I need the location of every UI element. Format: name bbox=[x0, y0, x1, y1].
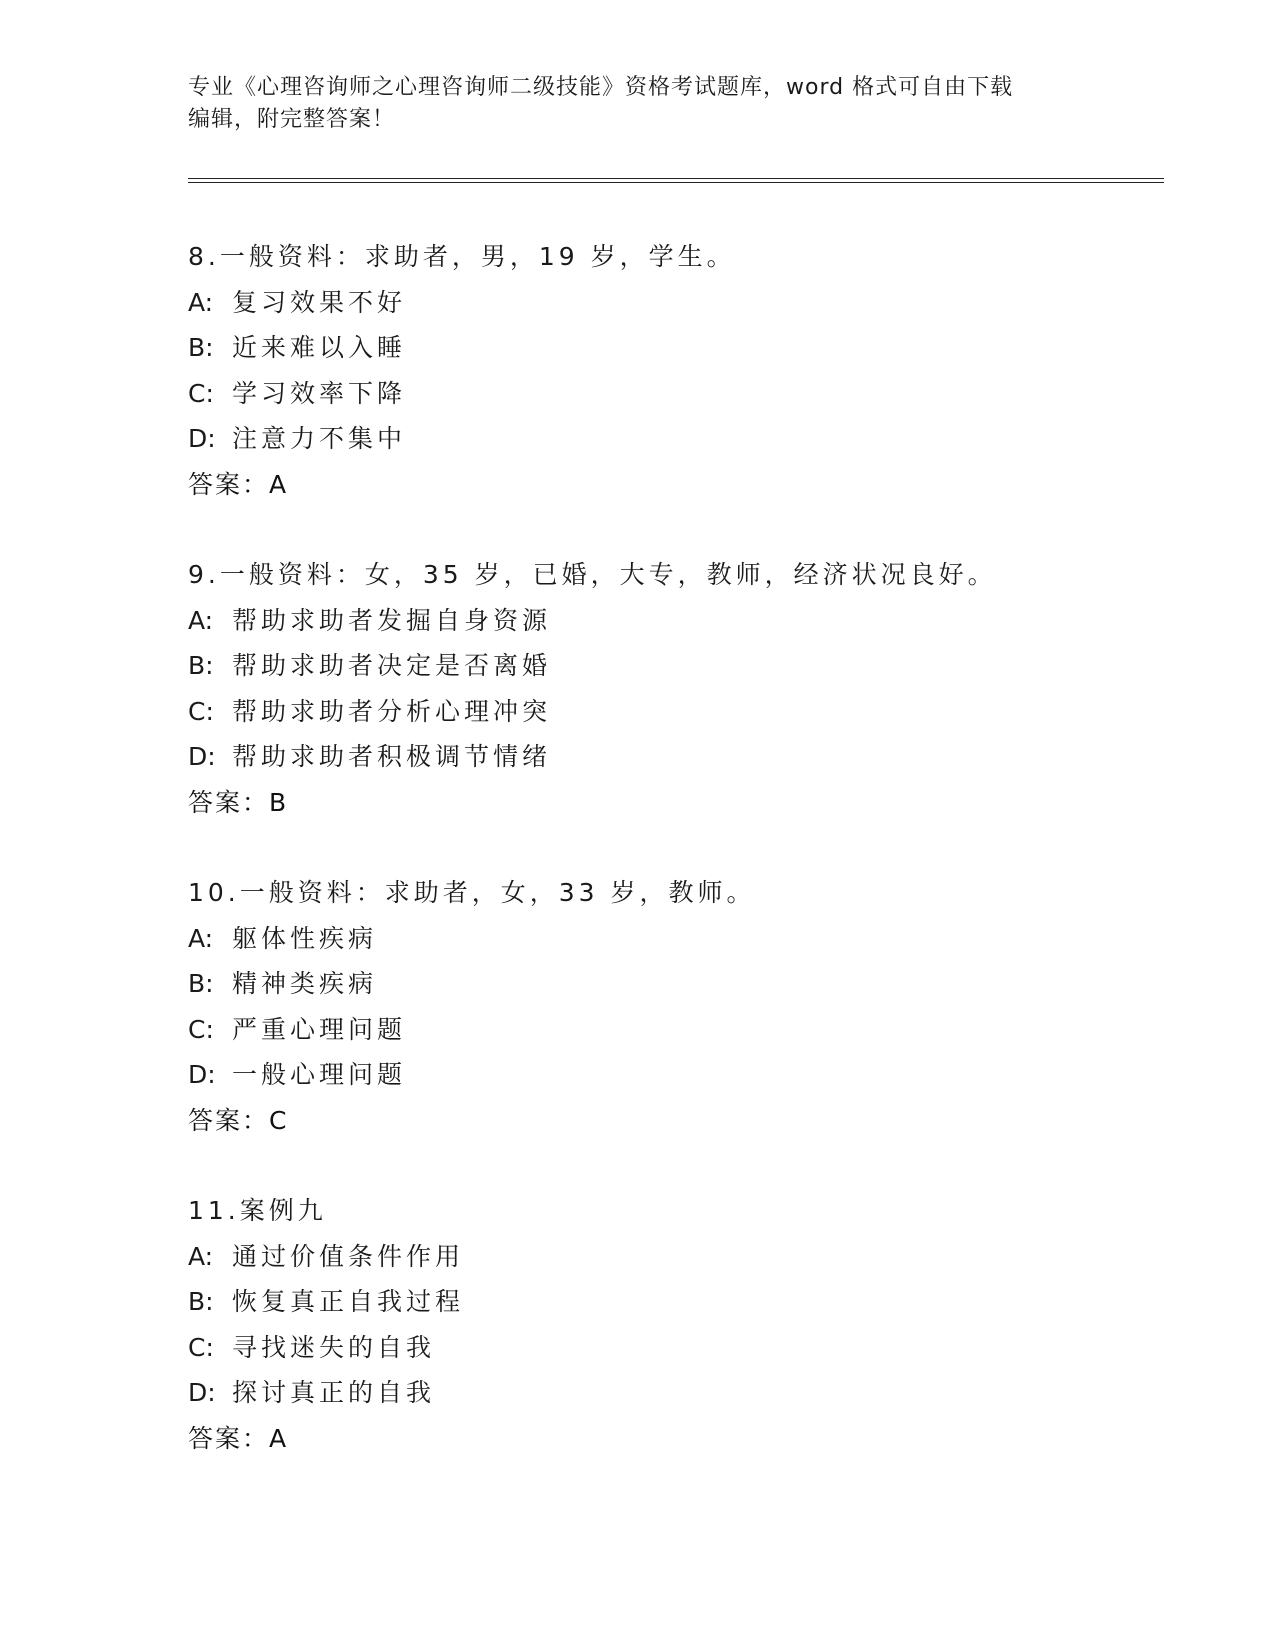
option-c bbox=[188, 1007, 1164, 1053]
option-text: 寻找迷失的自我 bbox=[232, 1332, 436, 1362]
answer-line: 答案：A bbox=[188, 1423, 289, 1453]
option-d bbox=[188, 416, 1164, 462]
option-text: 探讨真正的自我 bbox=[232, 1378, 436, 1407]
option-text: 帮助求助者发掘自身资源 bbox=[232, 605, 552, 635]
option-key: D: bbox=[188, 742, 216, 771]
question-11 bbox=[188, 1188, 1164, 1461]
option-key: C: bbox=[188, 1014, 214, 1044]
question-8 bbox=[188, 234, 1164, 507]
option-text: 严重心理问题 bbox=[232, 1014, 407, 1044]
option-a bbox=[188, 916, 1164, 962]
option-key: C: bbox=[188, 696, 214, 726]
option-key: C: bbox=[188, 1332, 214, 1362]
option-text: 学习效率下降 bbox=[232, 378, 407, 408]
option-key: A: bbox=[188, 923, 214, 953]
answer-line: 答案：A bbox=[188, 469, 289, 499]
option-b bbox=[188, 1279, 1164, 1325]
option-a bbox=[188, 598, 1164, 644]
option-text: 躯体性疾病 bbox=[232, 923, 378, 953]
option-key: B: bbox=[188, 969, 214, 998]
option-d bbox=[188, 1052, 1164, 1098]
option-key: B: bbox=[188, 651, 214, 680]
question-9 bbox=[188, 552, 1164, 825]
option-key: B: bbox=[188, 1287, 214, 1316]
question-stem: 9.一般资料：女，35 岁，已婚，大专，教师，经济状况良好。 bbox=[188, 560, 997, 589]
option-c bbox=[188, 689, 1164, 735]
question-10 bbox=[188, 870, 1164, 1143]
option-key: A: bbox=[188, 287, 214, 317]
question-stem: 11.案例九 bbox=[188, 1196, 327, 1225]
option-key: A: bbox=[188, 1241, 214, 1271]
option-key: C: bbox=[188, 378, 214, 408]
option-a bbox=[188, 280, 1164, 326]
option-c bbox=[188, 371, 1164, 417]
option-text: 通过价值条件作用 bbox=[232, 1241, 465, 1271]
option-d bbox=[188, 734, 1164, 780]
option-text: 一般心理问题 bbox=[232, 1060, 407, 1089]
option-text: 恢复真正自我过程 bbox=[232, 1287, 465, 1316]
option-key: D: bbox=[188, 424, 216, 453]
option-b bbox=[188, 325, 1164, 371]
question-stem: 10.一般资料：求助者，女，33 岁，教师。 bbox=[188, 878, 756, 907]
option-text: 复习效果不好 bbox=[232, 287, 407, 317]
option-text: 帮助求助者决定是否离婚 bbox=[232, 651, 552, 680]
option-d bbox=[188, 1370, 1164, 1416]
option-key: D: bbox=[188, 1060, 216, 1089]
option-b bbox=[188, 643, 1164, 689]
header-line-1: 专业《心理咨询师之心理咨询师二级技能》资格考试题库，word 格式可自由下载 bbox=[188, 75, 1014, 100]
header-line-2: 编辑，附完整答案！ bbox=[188, 107, 396, 132]
question-list bbox=[188, 234, 1164, 1506]
answer-line: 答案：C bbox=[188, 1105, 289, 1135]
option-a bbox=[188, 1234, 1164, 1280]
question-stem: 8.一般资料：求助者，男，19 岁，学生。 bbox=[188, 242, 736, 271]
header-double-rule bbox=[188, 178, 1164, 183]
option-b bbox=[188, 961, 1164, 1007]
answer-line: 答案：B bbox=[188, 787, 289, 817]
option-text: 近来难以入睡 bbox=[232, 333, 407, 362]
option-text: 帮助求助者积极调节情绪 bbox=[232, 742, 552, 771]
option-c bbox=[188, 1325, 1164, 1371]
option-text: 帮助求助者分析心理冲突 bbox=[232, 696, 552, 726]
option-key: D: bbox=[188, 1378, 216, 1407]
option-key: A: bbox=[188, 605, 214, 635]
document-header bbox=[188, 72, 1068, 136]
option-key: B: bbox=[188, 333, 214, 362]
option-text: 注意力不集中 bbox=[232, 424, 407, 453]
option-text: 精神类疾病 bbox=[232, 969, 378, 998]
